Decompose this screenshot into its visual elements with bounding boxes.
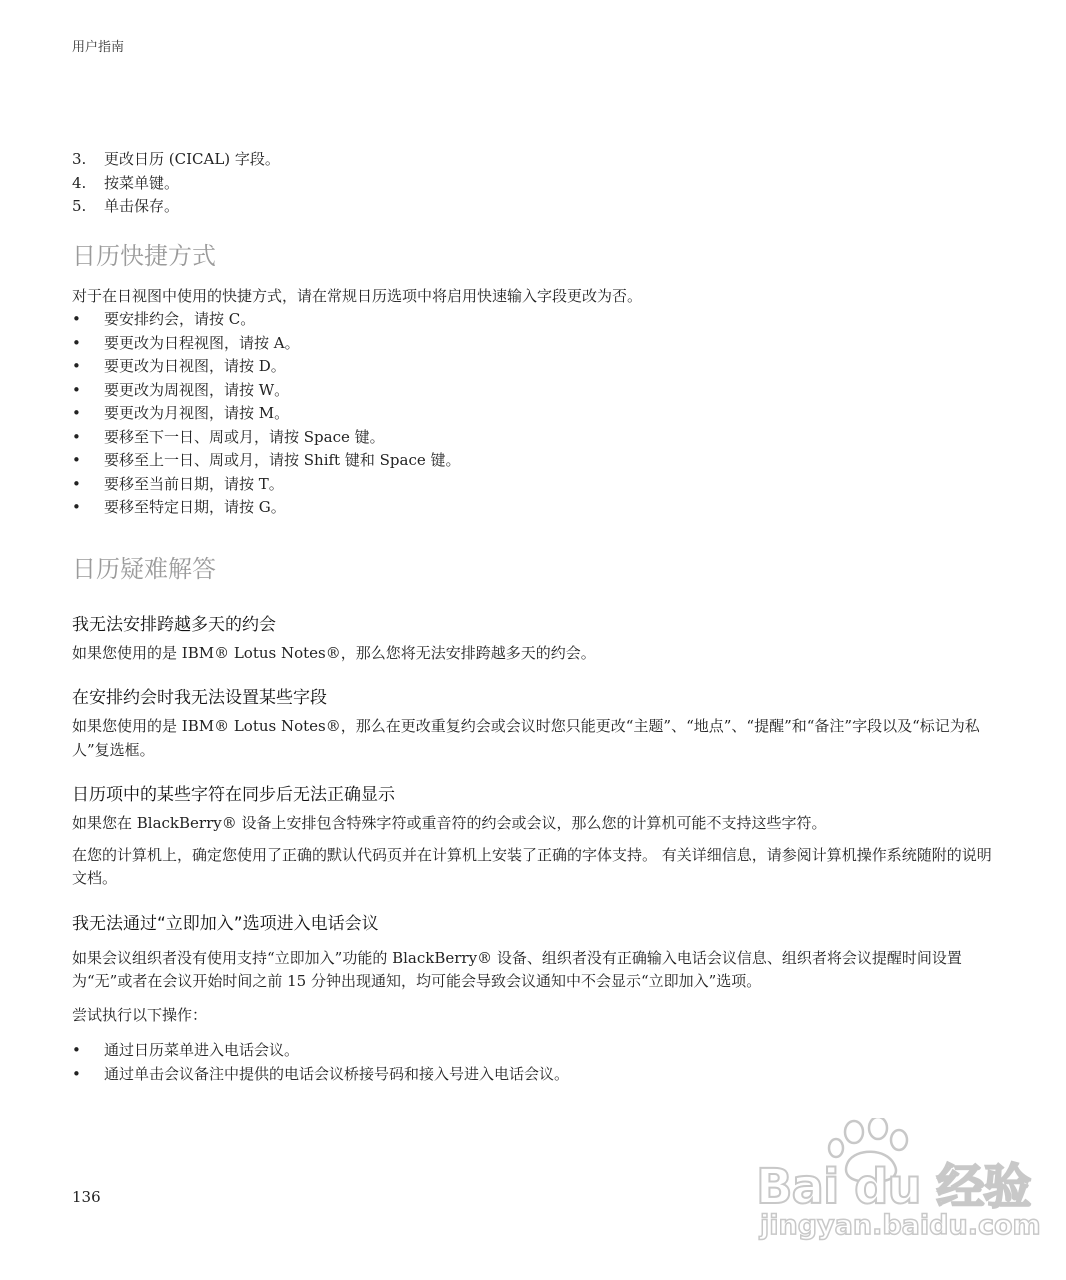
topic-paragraph: 在您的计算机上，确定您使用了正确的默认代码页并在计算机上安装了正确的字体支持。 有关详细信息，请参阅计算机操作系统随附的说明文档。 — [72, 845, 992, 887]
try-list — [72, 1039, 1002, 1086]
step-text: 单击保存。 — [104, 197, 180, 215]
bullet-icon: • — [72, 427, 81, 446]
topic-heading: 我无法安排跨越多天的约会 — [72, 614, 276, 635]
document-header: 用户指南 — [72, 40, 125, 55]
bullet-icon: • — [72, 404, 81, 422]
list-item-text: 要移至当前日期，请按 T。 — [104, 474, 284, 493]
list-item-text: 要更改为周视图，请按 W。 — [104, 380, 290, 399]
list-item — [72, 496, 1002, 520]
step-number: 5. — [72, 197, 87, 215]
list-item-text: 要移至上一日、周或月，请按 Shift 键和 Space 键。 — [104, 451, 461, 469]
list-item — [72, 379, 1002, 403]
topic-join-now — [72, 911, 1002, 1087]
bullet-icon: • — [72, 333, 81, 352]
list-item-text: 要移至特定日期，请按 G。 — [104, 498, 286, 516]
list-item — [72, 1039, 1002, 1063]
list-item-text: 要移至下一日、周或月，请按 Space 键。 — [104, 427, 385, 446]
section-title-shortcuts: 日历快捷方式 — [72, 241, 216, 270]
list-item — [72, 148, 1002, 172]
topic-paragraph: 如果您使用的是 IBM® Lotus Notes®，那么您将无法安排跨越多天的约会。 — [72, 643, 596, 662]
list-item — [72, 402, 1002, 426]
bullet-icon: • — [72, 380, 81, 399]
list-item — [72, 308, 1002, 332]
step-text: 按菜单键。 — [104, 173, 180, 192]
list-item-text: 通过单击会议备注中提供的电话会议桥接号码和接入号进入电话会议。 — [104, 1064, 570, 1083]
baidu-watermark-logo — [756, 1118, 1041, 1258]
bullet-icon: • — [72, 1064, 81, 1083]
topic-paragraph: 如果您使用的是 IBM® Lotus Notes®，那么在更改重复约会或会议时您只能更改“主题”、“地点”、“提醒”和“备注”字段以及“标记为私人”复选框。 — [72, 717, 980, 759]
list-item — [72, 172, 1002, 196]
list-item-text: 要更改为日程视图，请按 A。 — [104, 333, 300, 352]
list-item — [72, 449, 1002, 473]
list-item — [72, 355, 1002, 379]
list-item — [72, 426, 1002, 450]
topic-paragraph: 如果会议组织者没有使用支持“立即加入”功能的 BlackBerry® 设备、组织者没有正确输入电话会议信息、组织者将会议提醒时间设置为“无”或者在会议开始时间之前 15 分钟出现通知，均可能会导致会议通知中不会显示“立即加入”选项。 — [72, 948, 962, 990]
list-item-text: 要更改为月视图，请按 M。 — [104, 404, 290, 422]
list-item-text: 要安排约会，请按 C。 — [104, 310, 256, 328]
shortcuts-intro: 对于在日视图中使用的快捷方式，请在常规日历选项中将启用快速输入字段更改为否。 — [72, 286, 643, 305]
topic-multi-day — [72, 612, 1002, 666]
step-number: 3. — [72, 150, 87, 168]
try-label: 尝试执行以下操作： — [72, 1005, 208, 1024]
topic-fields — [72, 685, 1002, 762]
bullet-icon: • — [72, 357, 81, 375]
bullet-icon: • — [72, 474, 81, 493]
shortcuts-list — [72, 308, 1002, 520]
watermark-url: jingyan.baidu.com — [760, 1210, 1041, 1241]
section-title-troubleshooting: 日历疑难解答 — [72, 554, 216, 583]
page-number: 136 — [72, 1188, 101, 1206]
list-item — [72, 1063, 1002, 1087]
list-item — [72, 195, 1002, 219]
bullet-icon: • — [72, 498, 81, 516]
steps-list — [72, 148, 1002, 219]
main-content — [72, 148, 1002, 1106]
step-text: 更改日历 (CICAL) 字段。 — [104, 150, 280, 168]
list-item — [72, 473, 1002, 497]
bullet-icon: • — [72, 451, 81, 469]
bullet-icon: • — [72, 310, 81, 328]
topic-heading: 我无法通过“立即加入”选项进入电话会议 — [72, 913, 379, 934]
watermark-brand: Bai du 经验 — [756, 1159, 1031, 1215]
topic-paragraph: 如果您在 BlackBerry® 设备上安排包含特殊字符或重音符的约会或会议，那么您的计算机可能不支持这些字符。 — [72, 814, 827, 832]
list-item — [72, 332, 1002, 356]
bullet-icon: • — [72, 1041, 81, 1059]
step-number: 4. — [72, 173, 87, 192]
topic-heading: 在安排约会时我无法设置某些字段 — [72, 688, 327, 708]
topic-heading: 日历项中的某些字符在同步后无法正确显示 — [72, 785, 395, 805]
topic-characters — [72, 782, 1002, 891]
list-item-text: 要更改为日视图，请按 D。 — [104, 357, 286, 375]
list-item-text: 通过日历菜单进入电话会议。 — [104, 1041, 300, 1059]
